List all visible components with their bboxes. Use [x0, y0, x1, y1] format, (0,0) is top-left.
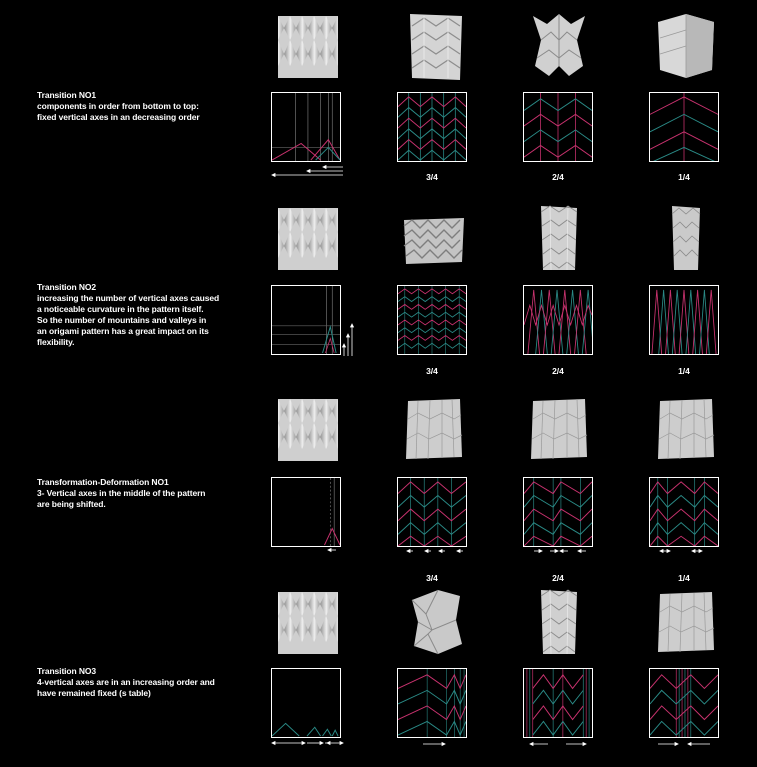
section-4-description [37, 666, 237, 699]
folded-paper-photo [398, 393, 470, 465]
section-body: components in order from bottom to top: fixed vertical axes in an decreasing order [37, 101, 200, 122]
folded-paper-photo [523, 202, 595, 274]
arrow-icon [271, 739, 345, 747]
fold-ratio-label: 1/4 [678, 573, 690, 583]
arrow-icon [528, 740, 588, 748]
folded-paper-photo [272, 10, 344, 82]
arrow-icon [326, 546, 340, 554]
arrow-icon [271, 164, 345, 180]
folded-paper-photo [272, 202, 344, 274]
crease-pattern [523, 92, 593, 162]
section-1-description [37, 90, 237, 123]
crease-diagram [271, 668, 341, 738]
folded-paper-photo [650, 586, 722, 658]
crease-diagram [271, 285, 341, 355]
folded-paper-photo [523, 586, 595, 658]
crease-pattern [649, 668, 719, 738]
section-3-description [37, 477, 237, 510]
fold-ratio-label: 2/4 [552, 366, 564, 376]
crease-pattern [649, 285, 719, 355]
section-title: Transition NO2 [37, 282, 97, 292]
crease-pattern [397, 668, 467, 738]
folded-paper-photo [650, 10, 722, 82]
crease-pattern [523, 668, 593, 738]
arrow-icon [532, 547, 592, 555]
folded-paper-photo [398, 10, 470, 82]
section-title: Transition NO1 [37, 90, 97, 100]
fold-ratio-label: 2/4 [552, 172, 564, 182]
section-title: Transition NO3 [37, 666, 97, 676]
fold-ratio-label: 3/4 [426, 366, 438, 376]
arrow-icon [341, 322, 355, 358]
folded-paper-photo [398, 586, 470, 658]
arrow-icon [658, 547, 708, 555]
fold-ratio-label: 3/4 [426, 172, 438, 182]
folded-paper-photo [523, 393, 595, 465]
crease-pattern [649, 477, 719, 547]
section-body: 4-vertical axes are in an increasing order and have remained fixed (s table) [37, 677, 215, 698]
fold-ratio-label: 1/4 [678, 366, 690, 376]
folded-paper-photo [398, 202, 470, 274]
crease-pattern [397, 285, 467, 355]
fold-ratio-label: 3/4 [426, 573, 438, 583]
fold-ratio-label: 2/4 [552, 573, 564, 583]
arrow-icon [656, 740, 712, 748]
crease-pattern [397, 477, 467, 547]
folded-paper-photo [650, 393, 722, 465]
crease-pattern [523, 285, 593, 355]
folded-paper-photo [272, 393, 344, 465]
folded-paper-photo [272, 586, 344, 658]
arrow-icon [405, 547, 467, 555]
folded-paper-photo [650, 202, 722, 274]
fold-ratio-label: 1/4 [678, 172, 690, 182]
arrow-icon [421, 740, 447, 748]
crease-diagram [271, 92, 341, 162]
crease-pattern [523, 477, 593, 547]
folded-paper-photo [523, 10, 595, 82]
crease-pattern [649, 92, 719, 162]
crease-pattern [397, 92, 467, 162]
crease-diagram [271, 477, 341, 547]
section-2-description [37, 282, 237, 348]
section-title: Transformation-Deformation NO1 [37, 477, 169, 487]
section-body: 3- Vertical axes in the middle of the pattern are being shifted. [37, 488, 206, 509]
section-body: increasing the number of vertical axes caused a noticeable curvature in the pattern itself. So the number of mountains and valleys in an origami pattern has a great impact on its flexibility. [37, 293, 220, 347]
